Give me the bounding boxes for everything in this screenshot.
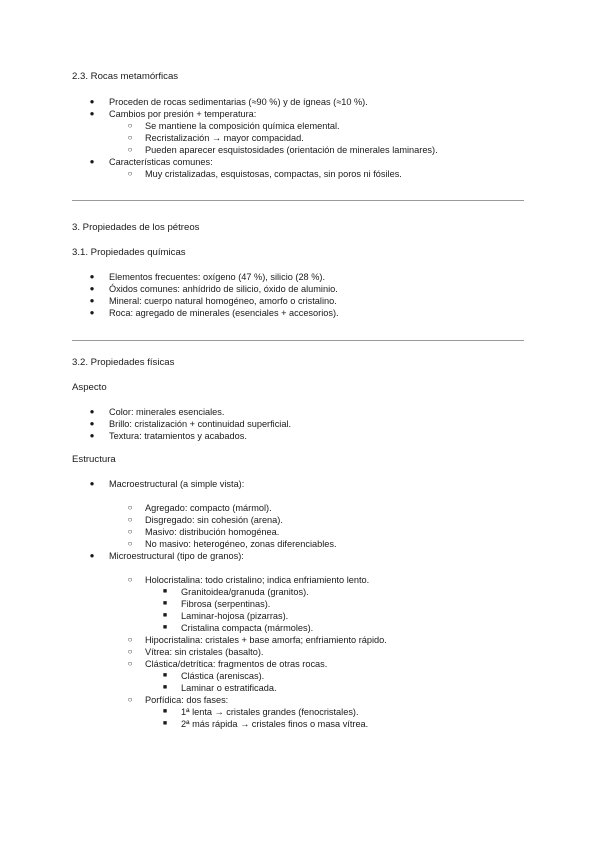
section-3-title: 3. Propiedades de los pétreos (72, 222, 200, 233)
circle-bullet-icon: ○ (127, 121, 133, 130)
list-item: Brillo: cristalización + continuidad superficial. (109, 419, 292, 429)
list-item: Laminar-hojosa (pizarras). (181, 611, 289, 621)
list-item: Muy cristalizadas, esquistosas, compactas, sin poros ni fósiles. (145, 169, 402, 179)
circle-bullet-icon: ○ (127, 647, 133, 656)
square-bullet-icon: ■ (162, 708, 168, 715)
bullet-icon: ● (89, 419, 95, 428)
list-item: Cambios por presión + temperatura: (109, 109, 257, 119)
circle-bullet-icon: ○ (127, 145, 133, 154)
list-item: Cristalina compacta (mármoles). (181, 623, 314, 633)
square-bullet-icon: ■ (162, 588, 168, 595)
list-item: Macroestructural (a simple vista): (109, 479, 245, 489)
bullet-icon: ● (89, 272, 95, 281)
list-item: Fibrosa (serpentinas). (181, 599, 271, 609)
bullet-icon: ● (89, 296, 95, 305)
horizontal-divider (72, 340, 524, 341)
list-item: Óxidos comunes: anhídrido de silicio, óxido de aluminio. (109, 284, 338, 294)
list-item: No masivo: heterogéneo, zonas diferenciables. (145, 539, 337, 549)
bullet-icon: ● (89, 407, 95, 416)
bullet-icon: ● (89, 431, 95, 440)
circle-bullet-icon: ○ (127, 527, 133, 536)
list-item: Pueden aparecer esquistosidades (orientación de minerales laminares). (145, 145, 438, 155)
circle-bullet-icon: ○ (127, 133, 133, 142)
square-bullet-icon: ■ (162, 600, 168, 607)
circle-bullet-icon: ○ (127, 635, 133, 644)
estructura-title: Estructura (72, 454, 116, 465)
aspecto-title: Aspecto (72, 382, 107, 393)
list-item: Roca: agregado de minerales (esenciales + accesorios). (109, 308, 339, 318)
list-item: Masivo: distribución homogénea. (145, 527, 280, 537)
bullet-icon: ● (89, 551, 95, 560)
square-bullet-icon: ■ (162, 720, 168, 727)
list-item: Características comunes: (109, 157, 213, 167)
square-bullet-icon: ■ (162, 624, 168, 631)
section-2-3-title: 2.3. Rocas metamórficas (72, 71, 179, 82)
list-item: Proceden de rocas sedimentarias (≈90 %) y de ígneas (≈10 %). (109, 97, 368, 107)
list-item: Porfídica: dos fases: (145, 695, 229, 705)
section-3-1-title: 3.1. Propiedades químicas (72, 247, 186, 258)
square-bullet-icon: ■ (162, 684, 168, 691)
list-item: Textura: tratamientos y acabados. (109, 431, 247, 441)
list-item: Disgregado: sin cohesión (arena). (145, 515, 283, 525)
bullet-icon: ● (89, 284, 95, 293)
list-item: Elementos frecuentes: oxígeno (47 %), silicio (28 %). (109, 272, 326, 282)
circle-bullet-icon: ○ (127, 695, 133, 704)
circle-bullet-icon: ○ (127, 515, 133, 524)
circle-bullet-icon: ○ (127, 575, 133, 584)
circle-bullet-icon: ○ (127, 503, 133, 512)
square-bullet-icon: ■ (162, 612, 168, 619)
list-item: Agregado: compacto (mármol). (145, 503, 272, 513)
list-item: Laminar o estratificada. (181, 683, 277, 693)
list-item: 2ª más rápida → cristales finos o masa vítrea. (181, 719, 369, 729)
list-item: Recristalización → mayor compacidad. (145, 133, 304, 143)
circle-bullet-icon: ○ (127, 539, 133, 548)
list-item: Color: minerales esenciales. (109, 407, 225, 417)
bullet-icon: ● (89, 97, 95, 106)
list-item: Clástica/detrítica: fragmentos de otras rocas. (145, 659, 328, 669)
bullet-icon: ● (89, 109, 95, 118)
list-item: Microestructural (tipo de granos): (109, 551, 244, 561)
circle-bullet-icon: ○ (127, 169, 133, 178)
square-bullet-icon: ■ (162, 672, 168, 679)
bullet-icon: ● (89, 308, 95, 317)
list-item: Vítrea: sin cristales (basalto). (145, 647, 264, 657)
section-3-2-title: 3.2. Propiedades físicas (72, 357, 175, 368)
bullet-icon: ● (89, 157, 95, 166)
list-item: Holocristalina: todo cristalino; indica enfriamiento lento. (145, 575, 370, 585)
list-item: Granitoidea/granuda (granitos). (181, 587, 309, 597)
horizontal-divider (72, 200, 524, 201)
list-item: Se mantiene la composición química elemental. (145, 121, 340, 131)
list-item: Clástica (areniscas). (181, 671, 265, 681)
circle-bullet-icon: ○ (127, 659, 133, 668)
bullet-icon: ● (89, 479, 95, 488)
list-item: Hipocristalina: cristales + base amorfa; enfriamiento rápido. (145, 635, 387, 645)
list-item: 1ª lenta → cristales grandes (fenocristales). (181, 707, 359, 717)
list-item: Mineral: cuerpo natural homogéneo, amorfo o cristalino. (109, 296, 337, 306)
